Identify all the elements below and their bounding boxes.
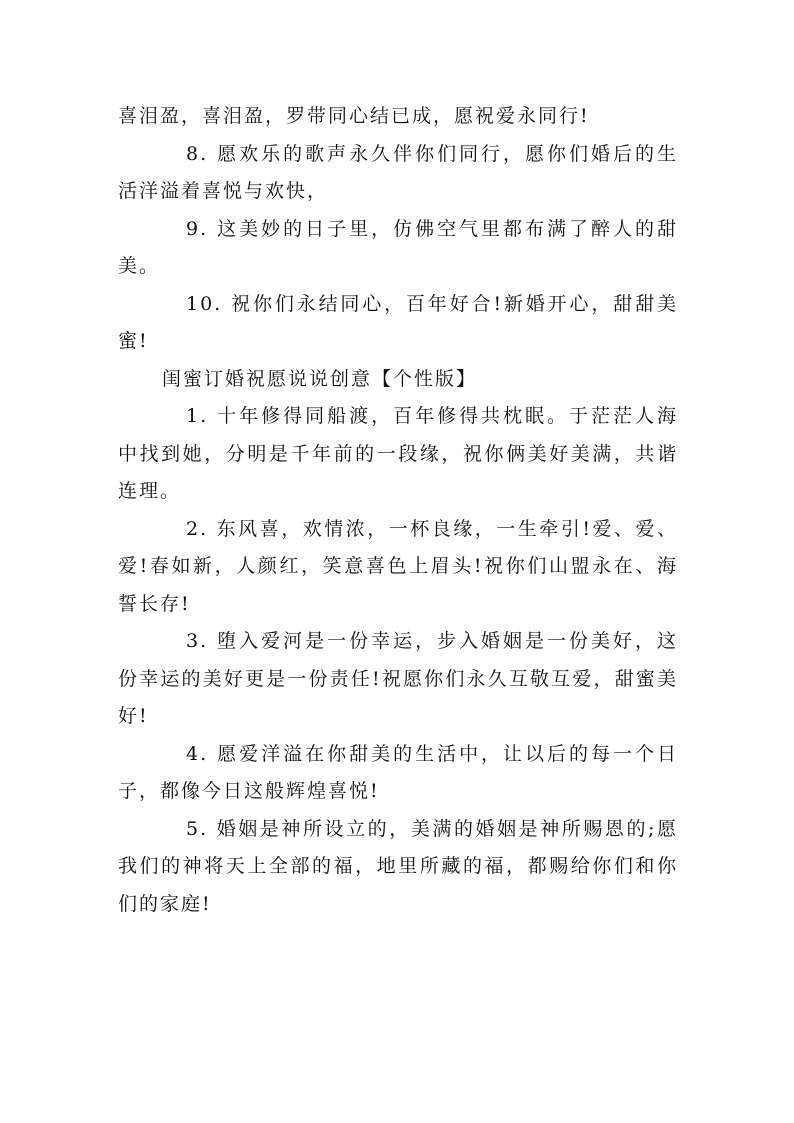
section-heading: 闺蜜订婚祝愿说说创意【个性版】	[162, 367, 478, 390]
list-item-10: 10. 祝你们永结同心，百年好合!新婚开心，甜甜美蜜!	[118, 292, 678, 352]
list-item-2: 2. 东风喜，欢情浓，一杯良缘，一生牵引!爱、爱、爱!春如新，人颜红，笑意喜色上眉头!祝你们山盟永在、海誓长存!	[118, 517, 678, 615]
list-item-1: 1. 十年修得同船渡，百年修得共枕眠。于茫茫人海中找到她，分明是千年前的一段缘，祝你俩美好美满，共谐连理。	[118, 405, 678, 502]
document-body	[118, 98, 678, 923]
list-item-8: 8. 愿欢乐的歌声永久伴你们同行，愿你们婚后的生活洋溢着喜悦与欢快，	[118, 142, 678, 202]
list-item-9: 9. 这美妙的日子里，仿佛空气里都布满了醉人的甜美。	[118, 217, 678, 277]
paragraph-continuation: 喜泪盈，喜泪盈，罗带同心结已成，愿祝爱永同行!	[118, 105, 590, 127]
list-item-3: 3. 堕入爱河是一份幸运，步入婚姻是一份美好，这份幸运的美好更是一份责任!祝愿你们永久互敬互爱，甜蜜美好!	[118, 630, 678, 727]
list-item-5: 5. 婚姻是神所设立的，美满的婚姻是神所赐恩的;愿我们的神将天上全部的福，地里所藏的福，都赐给你们和你们的家庭!	[118, 817, 678, 915]
list-item-4: 4. 愿爱洋溢在你甜美的生活中，让以后的每一个日子，都像今日这般辉煌喜悦!	[118, 742, 678, 802]
